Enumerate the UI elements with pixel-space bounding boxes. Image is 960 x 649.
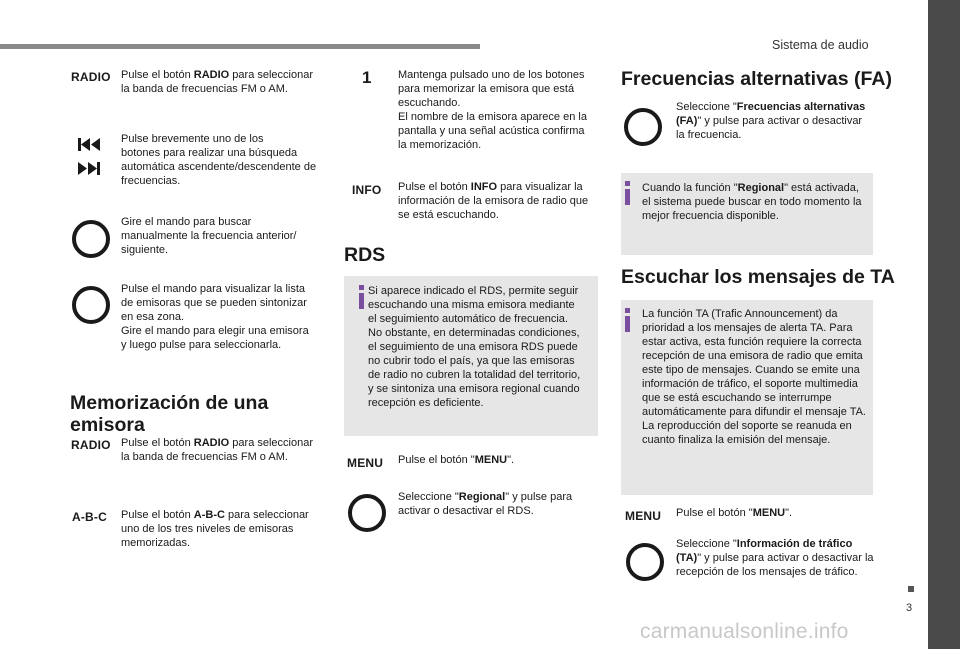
- menu-button-label: MENU: [625, 509, 662, 523]
- knob-press-instruction: Pulse el mando para visualizar la lista de emisoras que se pueden sintonizar en esa zona. Gire el mando para elegir una emisora y luego pulse para seleccionarla.: [121, 283, 309, 351]
- knob-turn-instruction: Gire el mando para buscar manualmente la frecuencia anterior/ siguiente.: [121, 216, 297, 256]
- rotary-knob-icon: [72, 220, 110, 258]
- menu-instruction: Pulse el botón "MENU".: [398, 454, 515, 466]
- section-title: Sistema de audio: [772, 38, 869, 52]
- memorization-heading: Memorización de una emisora: [70, 392, 269, 436]
- preset-one-label: 1: [362, 68, 372, 87]
- info-icon: [621, 308, 637, 332]
- seek-buttons-icon: [76, 138, 104, 178]
- page-number: 3: [906, 602, 913, 614]
- rds-heading: RDS: [344, 244, 386, 266]
- radio-button-label: RADIO: [71, 70, 111, 84]
- ta-info-text: La función TA (Trafic Announcement) da prioridad a los mensajes de alerta TA. Para estar activa, esta función requiere la correcta recepción de una emisora de radio que emita este tipo de mensajes. Cuando se emite una información de tráfico, el soporte multimedia que se está escuchando se interrumpe automáticamente para difundir el mensaje TA. La reproducción del soporte se reanuda en cuanto finaliza la emisión del mensaje.: [642, 308, 866, 446]
- rotary-knob-icon: [72, 286, 110, 324]
- regional-instruction: Seleccione "Regional" y pulse para activar o desactivar el RDS.: [398, 491, 573, 517]
- watermark: carmanualsonline.info: [640, 620, 849, 643]
- radio-button-label: RADIO: [71, 438, 111, 452]
- radio-instruction: Pulse el botón RADIO para seleccionar la banda de frecuencias FM o AM.: [121, 69, 314, 95]
- abc-instruction: Pulse el botón A-B-C para seleccionar uno de los tres niveles de emisoras memorizadas.: [121, 509, 309, 549]
- info-icon: [621, 181, 637, 205]
- fa-instruction: Seleccione "Frecuencias alternativas (FA)" y pulse para activar o desactivar la frecuencia.: [676, 101, 866, 141]
- radio-instruction-2: Pulse el botón RADIO para seleccionar la banda de frecuencias FM o AM.: [121, 437, 314, 463]
- ta-heading: Escuchar los mensajes de TA: [621, 266, 895, 288]
- fa-info-text: Cuando la función "Regional" está activada, el sistema puede buscar en todo momento la mejor frecuencia disponible.: [642, 182, 862, 222]
- menu-instruction-2: Pulse el botón "MENU".: [676, 507, 793, 519]
- ta-select-instruction: Seleccione "Información de tráfico (TA)" y pulse para activar o desactivar la recepción de los mensajes de tráfico.: [676, 538, 874, 578]
- rotary-knob-icon: [624, 108, 662, 146]
- preset-instruction: Mantenga pulsado uno de los botones para memorizar la emisora que está escuchando. El nombre de la emisora aparece en la pantalla y una señal acústica confirma la memorización.: [398, 69, 587, 151]
- header-bar: [0, 44, 480, 49]
- fa-info-box: [621, 173, 873, 255]
- menu-button-label: MENU: [347, 456, 384, 470]
- seek-instruction: Pulse brevemente uno de los botones para realizar una búsqueda automática ascendente/descendente de frecuencias.: [121, 133, 317, 187]
- ta-info-box: [621, 300, 873, 495]
- page-marker: [908, 586, 914, 592]
- rotary-knob-icon: [348, 494, 386, 532]
- rds-info-box: [344, 276, 598, 436]
- seek-back-icon: [78, 138, 100, 151]
- fa-heading: Frecuencias alternativas (FA): [621, 68, 892, 90]
- seek-forward-icon: [78, 162, 100, 175]
- info-instruction: Pulse el botón INFO para visualizar la información de la emisora de radio que se está escuchando.: [398, 181, 589, 221]
- rotary-knob-icon: [626, 543, 664, 581]
- abc-button-label: A-B-C: [72, 510, 107, 524]
- info-button-label: INFO: [352, 183, 382, 197]
- side-tab: [928, 0, 960, 649]
- rds-info-text: Si aparece indicado el RDS, permite seguir escuchando una misma emisora mediante el seguimiento automático de frecuencia. No obstante, en determinadas condiciones, el seguimiento de una emisora RDS puede no cubrir todo el país, ya que las emisoras de radio no cubren la totalidad del territorio, y se sintoniza una emisora regional cuando recepción es deficiente.: [368, 285, 581, 409]
